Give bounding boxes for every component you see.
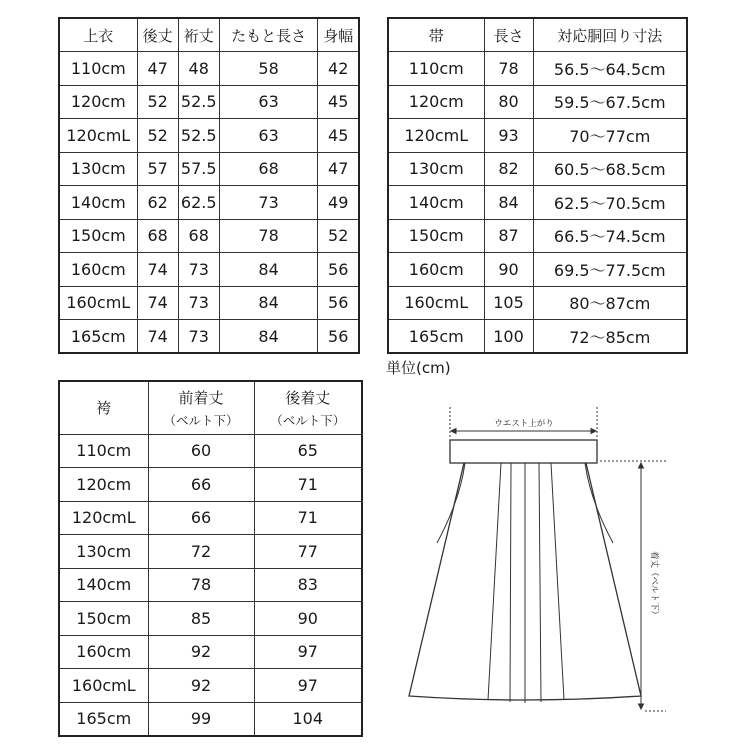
table-row	[388, 52, 687, 86]
header-sub: （ベルト下）	[163, 412, 239, 428]
table-cell: 84	[219, 320, 318, 354]
table-row	[59, 186, 359, 220]
table-cell: 49	[318, 186, 359, 220]
table-cell: 68	[219, 152, 318, 186]
table-cell: 69.5〜77.5cm	[533, 253, 687, 287]
table-cell: 100	[484, 320, 533, 354]
table-cell: 120cm	[59, 468, 148, 502]
length-label: 着丈（ベルト下）	[649, 550, 659, 620]
header-main: 後着丈	[285, 388, 331, 407]
table-row	[388, 253, 687, 287]
header-cell: 対応胴回り寸法	[533, 18, 687, 52]
table-cell: 84	[219, 286, 318, 320]
hakama-size-table	[58, 380, 363, 737]
table-cell: 60.5〜68.5cm	[533, 152, 687, 186]
table-cell: 73	[178, 320, 219, 354]
table-cell: 52	[137, 85, 178, 119]
table-cell: 58	[219, 52, 318, 86]
table-cell: 160cm	[388, 253, 484, 287]
table-cell: 160cm	[59, 253, 137, 287]
table-cell: 92	[148, 669, 254, 703]
table-row	[59, 535, 362, 569]
header-cell: 上衣	[59, 18, 137, 52]
table-cell: 90	[484, 253, 533, 287]
table-cell: 160cm	[59, 635, 148, 669]
table-cell: 110cm	[388, 52, 484, 86]
table-cell: 47	[318, 152, 359, 186]
table-cell: 97	[254, 669, 362, 703]
pleat-line	[539, 463, 541, 702]
table-cell: 74	[137, 253, 178, 287]
table-cell: 120cmL	[59, 501, 148, 535]
header-cell	[148, 381, 254, 434]
jacket-size-table	[58, 17, 360, 354]
table-header-row	[59, 18, 359, 52]
table-cell: 80〜87cm	[533, 286, 687, 320]
table-cell: 56.5〜64.5cm	[533, 52, 687, 86]
table-cell: 73	[178, 286, 219, 320]
table-cell: 104	[254, 702, 362, 736]
table-cell: 84	[484, 186, 533, 220]
table-cell: 160cmL	[59, 669, 148, 703]
table-row	[59, 320, 359, 354]
table-cell: 65	[254, 434, 362, 468]
table-cell: 83	[254, 568, 362, 602]
table-cell: 78	[484, 52, 533, 86]
table-cell: 71	[254, 468, 362, 502]
table-cell: 56	[318, 253, 359, 287]
hakama-diagram	[400, 395, 680, 725]
table-row	[388, 320, 687, 354]
pleat-line	[510, 463, 511, 702]
table-cell: 105	[484, 286, 533, 320]
table-cell: 84	[219, 253, 318, 287]
table-cell: 66.5〜74.5cm	[533, 219, 687, 253]
table-cell: 110cm	[59, 434, 148, 468]
table-row	[59, 253, 359, 287]
table-cell: 74	[137, 320, 178, 354]
table-cell: 59.5〜67.5cm	[533, 85, 687, 119]
table-row	[59, 702, 362, 736]
table-cell: 68	[178, 219, 219, 253]
table-cell: 71	[254, 501, 362, 535]
header-main: 袴	[96, 399, 112, 418]
table-header-row	[388, 18, 687, 52]
table-cell: 62.5	[178, 186, 219, 220]
table-cell: 66	[148, 468, 254, 502]
table-cell: 130cm	[59, 535, 148, 569]
table-cell: 110cm	[59, 52, 137, 86]
table-cell: 72〜85cm	[533, 320, 687, 354]
table-cell: 72	[148, 535, 254, 569]
arrow-head-bottom	[639, 704, 644, 709]
table-row	[59, 669, 362, 703]
arrow-head-right	[591, 429, 596, 434]
table-cell: 120cm	[388, 85, 484, 119]
table-cell: 150cm	[59, 602, 148, 636]
table-cell: 52	[318, 219, 359, 253]
table-row	[388, 286, 687, 320]
unit-label: 単位(cm)	[386, 359, 451, 377]
table-cell: 160cmL	[388, 286, 484, 320]
table-cell: 57	[137, 152, 178, 186]
table-cell: 48	[178, 52, 219, 86]
table-cell: 99	[148, 702, 254, 736]
table-cell: 93	[484, 119, 533, 153]
header-cell	[254, 381, 362, 434]
table-cell: 56	[318, 286, 359, 320]
table-row	[59, 602, 362, 636]
table-cell: 165cm	[59, 320, 137, 354]
table-cell: 82	[484, 152, 533, 186]
table-cell: 150cm	[59, 219, 137, 253]
pleat-line	[551, 463, 564, 700]
table-cell: 120cmL	[388, 119, 484, 153]
table-cell: 130cm	[59, 152, 137, 186]
table-cell: 52.5	[178, 119, 219, 153]
waistband	[450, 440, 597, 463]
table-cell: 73	[219, 186, 318, 220]
table-cell: 66	[148, 501, 254, 535]
table-cell: 56	[318, 320, 359, 354]
table-cell: 97	[254, 635, 362, 669]
obi-size-table	[387, 17, 688, 354]
table-row	[59, 219, 359, 253]
header-cell: 帯	[388, 18, 484, 52]
table-row	[59, 434, 362, 468]
table-row	[59, 635, 362, 669]
table-cell: 130cm	[388, 152, 484, 186]
table-cell: 77	[254, 535, 362, 569]
table-cell: 70〜77cm	[533, 119, 687, 153]
table-cell: 52	[137, 119, 178, 153]
table-cell: 78	[148, 568, 254, 602]
header-cell: たもと長さ	[219, 18, 318, 52]
table-cell: 47	[137, 52, 178, 86]
table-cell: 140cm	[388, 186, 484, 220]
table-cell: 120cmL	[59, 119, 137, 153]
table-row	[388, 219, 687, 253]
table-cell: 68	[137, 219, 178, 253]
table-header-row	[59, 381, 362, 434]
table-cell: 140cm	[59, 568, 148, 602]
table-row	[388, 152, 687, 186]
table-row	[59, 152, 359, 186]
table-row	[388, 119, 687, 153]
arrow-head-top	[639, 463, 644, 468]
table-cell: 63	[219, 119, 318, 153]
table-cell: 52.5	[178, 85, 219, 119]
header-sub: （ベルト下）	[270, 412, 346, 428]
table-cell: 57.5	[178, 152, 219, 186]
table-cell: 150cm	[388, 219, 484, 253]
table-cell: 85	[148, 602, 254, 636]
table-cell: 140cm	[59, 186, 137, 220]
table-row	[59, 52, 359, 86]
table-cell: 78	[219, 219, 318, 253]
table-cell: 80	[484, 85, 533, 119]
table-cell: 74	[137, 286, 178, 320]
table-cell: 92	[148, 635, 254, 669]
header-cell: 裄丈	[178, 18, 219, 52]
table-cell: 90	[254, 602, 362, 636]
header-cell: 後丈	[137, 18, 178, 52]
table-cell: 120cm	[59, 85, 137, 119]
table-cell: 73	[178, 253, 219, 287]
table-row	[59, 85, 359, 119]
table-cell: 60	[148, 434, 254, 468]
table-cell: 87	[484, 219, 533, 253]
table-cell: 42	[318, 52, 359, 86]
table-row	[59, 286, 359, 320]
table-cell: 165cm	[388, 320, 484, 354]
table-cell: 45	[318, 85, 359, 119]
header-main: 前着丈	[178, 388, 224, 407]
header-cell	[59, 381, 148, 434]
pleat-line	[488, 463, 501, 700]
table-cell: 45	[318, 119, 359, 153]
table-row	[59, 468, 362, 502]
table-row	[59, 501, 362, 535]
waist-label: ウエスト上がり	[494, 419, 554, 429]
table-row	[59, 568, 362, 602]
table-cell: 62.5〜70.5cm	[533, 186, 687, 220]
header-cell: 身幅	[318, 18, 359, 52]
table-cell: 165cm	[59, 702, 148, 736]
table-row	[388, 186, 687, 220]
table-row	[388, 85, 687, 119]
header-cell: 長さ	[484, 18, 533, 52]
table-cell: 63	[219, 85, 318, 119]
table-cell: 160cmL	[59, 286, 137, 320]
table-cell: 62	[137, 186, 178, 220]
arrow-head-left	[451, 429, 456, 434]
table-row	[59, 119, 359, 153]
